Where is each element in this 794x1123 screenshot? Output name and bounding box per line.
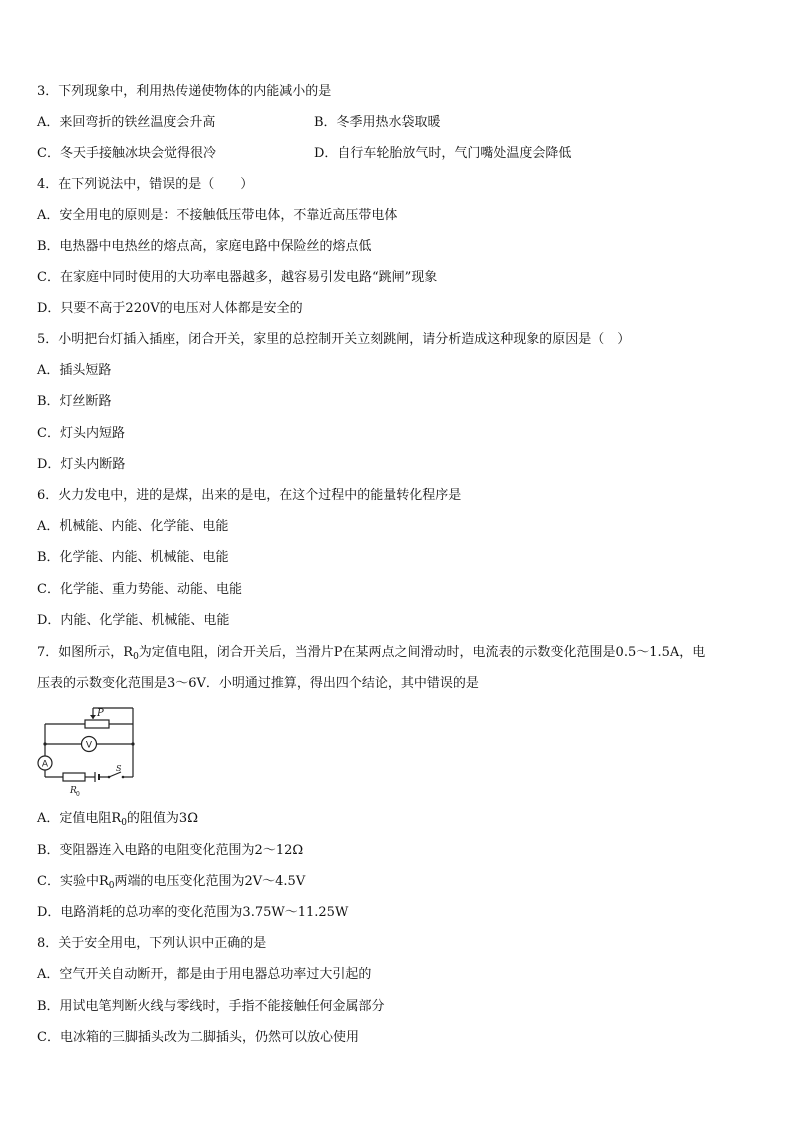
q4-option-d: D．只要不高于220V的电压对人体都是安全的 [37, 301, 303, 316]
q4-option-a: A．安全用电的原则是：不接触低压带电体，不靠近高压带电体 [37, 208, 398, 223]
q6-option-c: C．化学能、重力势能、动能、电能 [37, 582, 242, 597]
q3-stem: 3．下列现象中，利用热传递使物体的内能减小的是 [37, 84, 332, 99]
q6-option-a: A．机械能、内能、化学能、电能 [37, 519, 229, 534]
q5-stem: 5．小明把台灯插入插座，闭合开关，家里的总控制开关立刻跳闸，请分析造成这种现象的原因是（ ） [37, 332, 631, 347]
q5-option-a: A．插头短路 [37, 363, 112, 378]
q8-stem: 8．关于安全用电，下列认识中正确的是 [37, 936, 267, 951]
q6-stem: 6．火力发电中，进的是煤，出来的是电，在这个过程中的能量转化程序是 [37, 488, 462, 503]
q4-stem: 4．在下列说法中，错误的是（ ） [37, 177, 254, 192]
q4-option-b: B．电热器中电热丝的熔点高，家庭电路中保险丝的熔点低 [37, 239, 372, 254]
q7-option-b: B．变阻器连入电路的电阻变化范围为2～12Ω [37, 843, 304, 858]
rheostat [85, 720, 109, 728]
q5-option-b: B．灯丝断路 [37, 394, 112, 409]
label-s: S [116, 764, 122, 773]
resistor-r0 [63, 773, 85, 781]
label-a: A [41, 759, 49, 770]
q5-option-d: D．灯头内断路 [37, 457, 126, 472]
q7-stem: 7．如图所示，$R_0$为定值电阻，闭合开关后，当滑片P在某两点之间滑动时，电流表的示数变化范围是0.5～1.5A，电 [37, 645, 706, 662]
circuit-diagram [37, 703, 147, 803]
label-r-sub: 0 [76, 791, 80, 798]
label-r: R [70, 786, 77, 796]
q7-option-c: C．实验中$R_0$两端的电压变化范围为2V～4.5V [37, 874, 306, 891]
label-v: V [85, 740, 93, 751]
q3-option-c: C．冬天手接触冰块会觉得很冷 [37, 146, 216, 161]
q8-option-b: B．用试电笔判断火线与零线时，手指不能接触任何金属部分 [37, 999, 385, 1014]
q7-stem-line2: 压表的示数变化范围是3～6V．小明通过推算，得出四个结论，其中错误的是 [37, 676, 479, 691]
q7-option-d: D．电路消耗的总功率的变化范围为3.75W～11.25W [37, 905, 349, 920]
q4-option-c: C．在家庭中同时使用的大功率电器越多，越容易引发电路“跳闸”现象 [37, 270, 438, 285]
q5-option-c: C．灯头内短路 [37, 426, 125, 441]
q8-option-a: A．空气开关自动断开，都是由于用电器总功率过大引起的 [37, 967, 372, 982]
q8-option-c: C．电冰箱的三脚插头改为二脚插头，仍然可以放心使用 [37, 1030, 359, 1045]
q6-option-b: B．化学能、内能、机械能、电能 [37, 550, 229, 565]
q3-option-a: A．来回弯折的铁丝温度会升高 [37, 115, 216, 130]
q7-option-a: A．定值电阻$R_0$的阻值为3Ω [37, 811, 198, 828]
label-p: P [97, 708, 104, 719]
q3-option-b: B．冬季用热水袋取暖 [314, 115, 441, 130]
q6-option-d: D．内能、化学能、机械能、电能 [37, 613, 230, 628]
q3-option-d: D．自行车轮胎放气时，气门嘴处温度会降低 [314, 146, 572, 161]
